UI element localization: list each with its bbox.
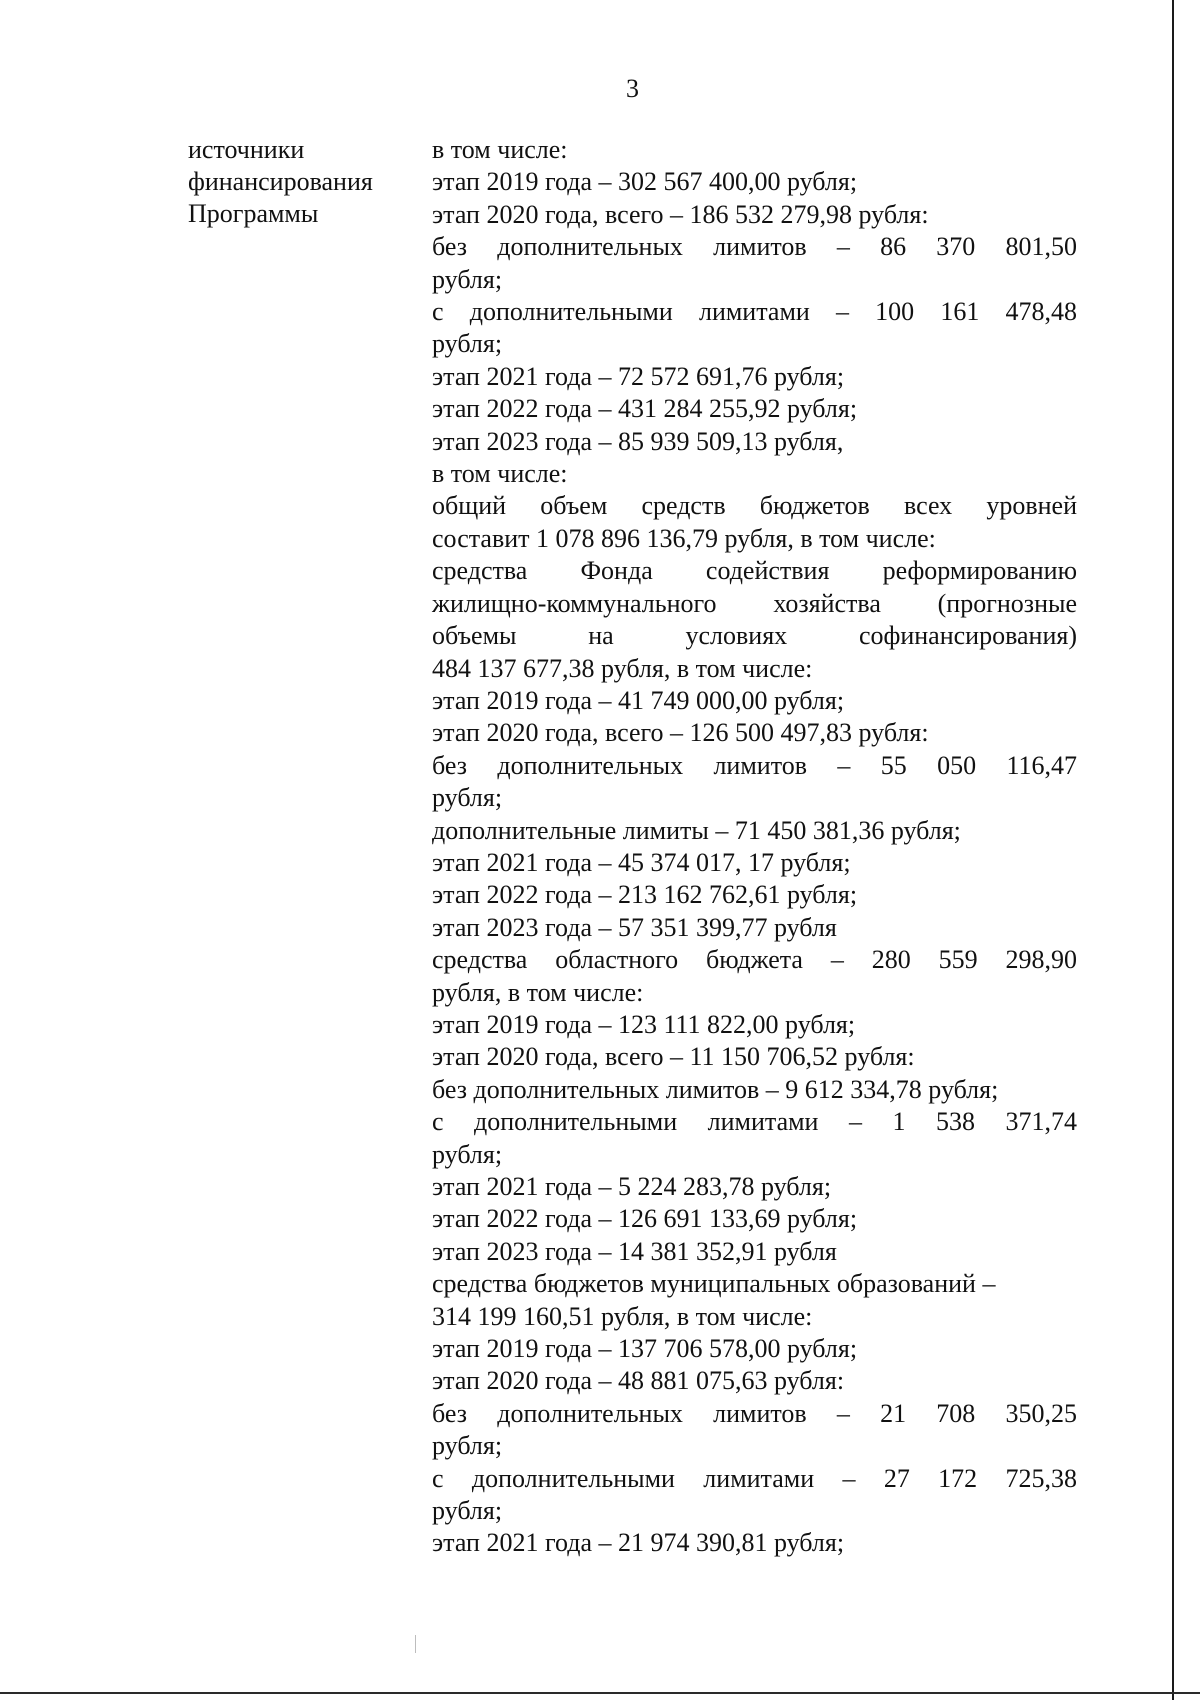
text-line: этап 2021 года – 45 374 017, 17 рубля;: [432, 847, 851, 877]
section-label-line: Программы: [188, 199, 319, 228]
text-line: с дополнительными лимитами – 1 538 371,74: [432, 1107, 1077, 1137]
text-line: средства Фонда содействия реформированию: [432, 556, 1077, 586]
text-line: общий объем средств бюджетов всех уровней: [432, 491, 1077, 521]
text-line: 484 137 677,38 рубля, в том числе:: [432, 653, 813, 683]
text-line: объемы на условиях софинансирования): [432, 621, 1077, 651]
text-line: рубля;: [432, 783, 503, 813]
text-line: этап 2022 года – 126 691 133,69 рубля;: [432, 1204, 858, 1234]
text-line: этап 2019 года – 41 749 000,00 рубля;: [432, 685, 845, 715]
text-line: средства областного бюджета – 280 559 298,90: [432, 945, 1077, 975]
text-line: 314 199 160,51 рубля, в том числе:: [432, 1301, 813, 1331]
text-line: этап 2022 года – 213 162 762,61 рубля;: [432, 880, 858, 910]
text-line: дополнительные лимиты – 71 450 381,36 рубля;: [432, 815, 961, 845]
section-label-line: источники: [188, 135, 305, 164]
text-line: рубля;: [432, 1496, 503, 1526]
text-line: составит 1 078 896 136,79 рубля, в том числе:: [432, 523, 936, 553]
text-line: этап 2021 года – 72 572 691,76 рубля;: [432, 361, 845, 391]
text-line: этап 2019 года – 302 567 400,00 рубля;: [432, 167, 858, 197]
text-line: средства бюджетов муниципальных образований –: [432, 1269, 996, 1299]
text-line: этап 2020 года, всего – 126 500 497,83 рубля:: [432, 718, 929, 748]
text-line: рубля;: [432, 264, 503, 294]
section-label-line: финансирования: [188, 167, 373, 196]
text-line: этап 2023 года – 14 381 352,91 рубля: [432, 1236, 837, 1266]
text-line: этап 2020 года – 48 881 075,63 рубля:: [432, 1366, 845, 1396]
text-line: этап 2023 года – 57 351 399,77 рубля: [432, 912, 837, 942]
section-label: [188, 134, 408, 230]
text-line: рубля, в том числе:: [432, 977, 644, 1007]
text-line: без дополнительных лимитов – 86 370 801,50: [432, 232, 1077, 262]
text-line: этап 2019 года – 137 706 578,00 рубля;: [432, 1334, 858, 1364]
text-line: этап 2020 года, всего – 11 150 706,52 рубля:: [432, 1042, 915, 1072]
scan-speck: [415, 1635, 416, 1653]
text-line: без дополнительных лимитов – 21 708 350,25: [432, 1398, 1077, 1428]
page-number: 3: [626, 74, 639, 103]
scan-edge-right: [1172, 0, 1174, 1700]
text-line: в том числе:: [432, 135, 568, 164]
scan-edge-bottom: [0, 1692, 1200, 1694]
text-line: этап 2023 года – 85 939 509,13 рубля,: [432, 426, 844, 456]
text-line: этап 2021 года – 21 974 390,81 рубля;: [432, 1528, 845, 1558]
text-line: в том числе:: [432, 459, 568, 489]
text-line: этап 2021 года – 5 224 283,78 рубля;: [432, 1172, 832, 1201]
text-line: без дополнительных лимитов – 55 050 116,47: [432, 750, 1077, 780]
financing-text: [432, 134, 1077, 1560]
text-line: без дополнительных лимитов – 9 612 334,78 рубля;: [432, 1074, 999, 1104]
text-line: с дополнительными лимитами – 27 172 725,38: [432, 1463, 1077, 1493]
text-line: с дополнительными лимитами – 100 161 478,48: [432, 297, 1077, 327]
text-line: рубля;: [432, 1139, 503, 1169]
text-line: этап 2022 года – 431 284 255,92 рубля;: [432, 394, 858, 424]
text-line: рубля;: [432, 329, 503, 359]
text-line: жилищно-коммунального хозяйства (прогнозные: [432, 588, 1077, 618]
text-line: рубля;: [432, 1431, 503, 1461]
text-line: этап 2020 года, всего – 186 532 279,98 рубля:: [432, 199, 929, 229]
text-line: этап 2019 года – 123 111 822,00 рубля;: [432, 1009, 856, 1039]
